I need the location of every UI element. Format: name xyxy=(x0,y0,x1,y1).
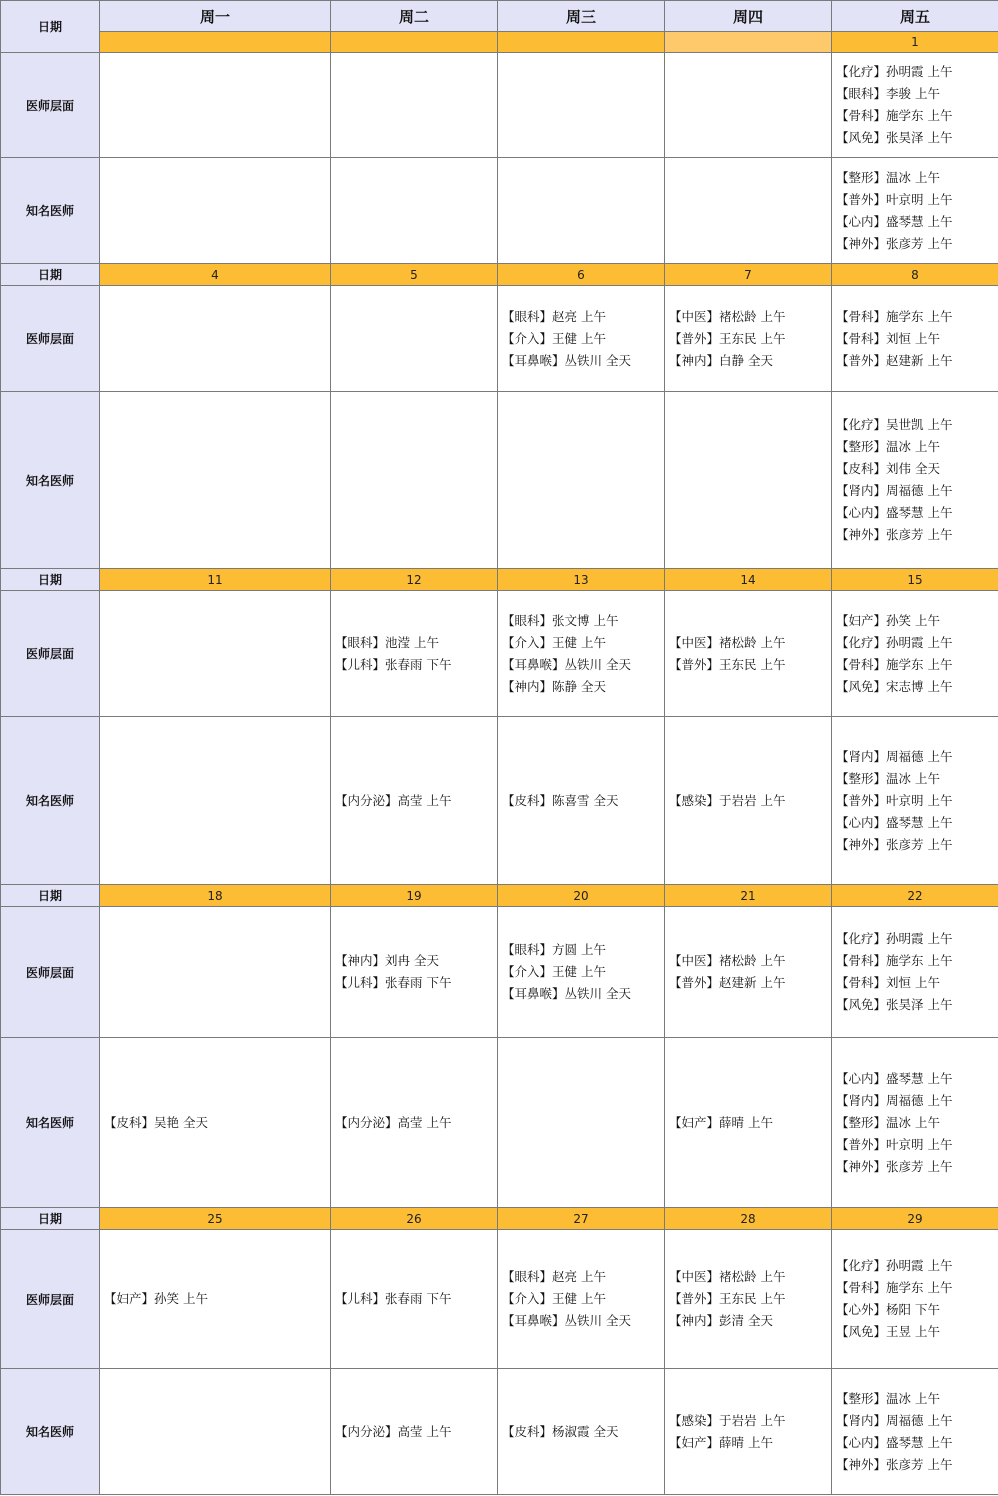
date-cell: 13 xyxy=(498,569,665,591)
doctor-entry: 【神外】张彦芳 上午 xyxy=(836,1158,953,1174)
doctor-entry: 【儿科】张春雨 下午 xyxy=(335,975,452,990)
doctor-entry: 【神内】刘冉 全天 xyxy=(335,953,439,968)
schedule-cell xyxy=(100,1369,331,1495)
doctor-entry: 【皮科】刘伟 全天 xyxy=(836,461,940,476)
doctor-entry: 【整形】温冰 上午 xyxy=(836,439,940,454)
header-row xyxy=(1,1,998,32)
date-cell: 12 xyxy=(331,569,498,591)
doctor-entry: 【中医】褚松龄 上午 xyxy=(669,953,786,968)
doctor-entry: 【皮科】吴艳 全天 xyxy=(104,1114,208,1130)
doctor-entry: 【普外】叶京明 上午 xyxy=(836,792,953,808)
doctor-entry: 【化疗】孙明霞 上午 xyxy=(836,931,953,946)
schedule-cell xyxy=(665,158,832,264)
doctor-entry: 【心内】盛琴慧 上午 xyxy=(836,213,953,229)
schedule-cell xyxy=(832,53,998,158)
schedule-cell xyxy=(498,1230,665,1369)
schedule-cell xyxy=(498,392,665,569)
schedule-cell xyxy=(100,53,331,158)
schedule-cell xyxy=(331,53,498,158)
famous-row xyxy=(1,1038,998,1208)
doctor-entry: 【感染】于岩岩 上午 xyxy=(669,792,786,808)
date-cell: 11 xyxy=(100,569,331,591)
doctor-entry: 【神内】陈静 全天 xyxy=(502,678,606,694)
doctor-entry: 【耳鼻喉】丛铁川 全天 xyxy=(502,986,631,1001)
famous-row-label: 知名医师 xyxy=(1,1038,100,1208)
famous-row-label: 知名医师 xyxy=(1,717,100,885)
doctor-entry: 【肾内】周福德 上午 xyxy=(836,1092,953,1108)
schedule-cell xyxy=(665,717,832,885)
schedule-cell xyxy=(331,158,498,264)
schedule-cell xyxy=(498,286,665,392)
doctor-entry: 【眼科】方圆 上午 xyxy=(502,942,606,957)
schedule-cell xyxy=(100,286,331,392)
schedule-cell xyxy=(832,286,998,392)
doctor-entry: 【眼科】李骏 上午 xyxy=(836,86,940,101)
doctor-entry: 【骨科】刘恒 上午 xyxy=(836,330,940,346)
date-row-label: 日期 xyxy=(1,1208,100,1230)
doctor-entry: 【中医】褚松龄 上午 xyxy=(669,1269,786,1284)
doctor-entry: 【神外】张彦芳 上午 xyxy=(836,527,953,542)
doctor-entry: 【化疗】孙明霞 上午 xyxy=(836,64,953,79)
schedule-cell xyxy=(100,1230,331,1369)
doctor-entry: 【风免】张昊泽 上午 xyxy=(836,997,953,1012)
date-row-label: 日期 xyxy=(1,569,100,591)
famous-row-label: 知名医师 xyxy=(1,1369,100,1495)
date-cell: 8 xyxy=(832,264,998,286)
doctor-entry: 【骨科】施学东 上午 xyxy=(836,108,953,123)
doctor-entry: 【整形】温冰 上午 xyxy=(836,169,940,185)
day-header-tue: 周二 xyxy=(331,1,498,32)
date-cell: 20 xyxy=(498,885,665,907)
famous-row xyxy=(1,1369,998,1495)
date-cell: 25 xyxy=(100,1208,331,1230)
doctor-entry: 【骨科】施学东 上午 xyxy=(836,656,953,672)
schedule-cell xyxy=(832,1230,998,1369)
level-row-label: 医师层面 xyxy=(1,286,100,392)
schedule-cell xyxy=(832,1369,998,1495)
date-row xyxy=(1,264,998,286)
doctor-entry: 【普外】王东民 上午 xyxy=(669,330,786,346)
doctor-entry: 【介入】王健 上午 xyxy=(502,634,606,650)
schedule-cell xyxy=(832,907,998,1038)
doctor-entry: 【内分泌】高莹 上午 xyxy=(335,1423,452,1439)
schedule-cell xyxy=(665,591,832,717)
schedule-cell xyxy=(331,1369,498,1495)
famous-row-label: 知名医师 xyxy=(1,158,100,264)
doctor-entry: 【妇产】孙笑 上午 xyxy=(836,612,940,628)
schedule-cell xyxy=(498,158,665,264)
doctor-entry: 【化疗】吴世凯 上午 xyxy=(836,417,953,432)
schedule-cell xyxy=(832,717,998,885)
date-cell: 7 xyxy=(665,264,832,286)
date-row xyxy=(1,32,998,53)
doctor-entry: 【整形】温冰 上午 xyxy=(836,1114,940,1130)
doctor-entry: 【妇产】薛晴 上午 xyxy=(669,1114,773,1130)
date-cell: 4 xyxy=(100,264,331,286)
doctor-entry: 【内分泌】高莹 上午 xyxy=(335,1114,452,1130)
date-cell: 18 xyxy=(100,885,331,907)
schedule-cell xyxy=(100,907,331,1038)
schedule-cell xyxy=(331,1038,498,1208)
doctor-entry: 【神内】白静 全天 xyxy=(669,352,773,368)
date-cell: 26 xyxy=(331,1208,498,1230)
schedule-cell xyxy=(100,717,331,885)
level-row-label: 医师层面 xyxy=(1,53,100,158)
date-cell: 1 xyxy=(832,32,998,53)
doctor-entry: 【肾内】周福德 上午 xyxy=(836,483,953,498)
schedule-cell xyxy=(498,717,665,885)
doctor-entry: 【耳鼻喉】丛铁川 全天 xyxy=(502,1313,631,1328)
level-row-label: 医师层面 xyxy=(1,907,100,1038)
day-header-wed: 周三 xyxy=(498,1,665,32)
level-row xyxy=(1,591,998,717)
schedule-cell xyxy=(665,1038,832,1208)
schedule-cell xyxy=(665,53,832,158)
famous-row-label: 知名医师 xyxy=(1,392,100,569)
schedule-cell xyxy=(832,1038,998,1208)
doctor-entry: 【整形】温冰 上午 xyxy=(836,770,940,786)
level-row xyxy=(1,1230,998,1369)
date-row xyxy=(1,569,998,591)
famous-row xyxy=(1,717,998,885)
level-row-label: 医师层面 xyxy=(1,1230,100,1369)
doctor-entry: 【普外】赵建新 上午 xyxy=(669,975,786,990)
date-row-label: 日期 xyxy=(1,264,100,286)
doctor-entry: 【普外】叶京明 上午 xyxy=(836,191,953,207)
day-header-mon: 周一 xyxy=(100,1,331,32)
doctor-entry: 【儿科】张春雨 下午 xyxy=(335,656,452,672)
schedule-cell xyxy=(331,591,498,717)
schedule-cell xyxy=(498,907,665,1038)
date-row xyxy=(1,1208,998,1230)
schedule-cell xyxy=(832,158,998,264)
doctor-entry: 【妇产】薛晴 上午 xyxy=(669,1434,773,1450)
doctor-entry: 【普外】王东民 上午 xyxy=(669,656,786,672)
doctor-entry: 【神外】张彦芳 上午 xyxy=(836,836,953,852)
date-cell xyxy=(331,32,498,53)
date-cell: 5 xyxy=(331,264,498,286)
doctor-entry: 【普外】赵建新 上午 xyxy=(836,352,953,368)
schedule-cell xyxy=(100,591,331,717)
schedule-cell xyxy=(331,1230,498,1369)
doctor-entry: 【眼科】赵亮 上午 xyxy=(502,1269,606,1284)
date-cell: 28 xyxy=(665,1208,832,1230)
date-row-label: 日期 xyxy=(1,885,100,907)
date-header-label: 日期 xyxy=(1,1,100,53)
date-cell: 21 xyxy=(665,885,832,907)
schedule-cell xyxy=(498,591,665,717)
schedule-cell xyxy=(498,53,665,158)
doctor-entry: 【眼科】池滢 上午 xyxy=(335,634,439,650)
schedule-cell xyxy=(498,1038,665,1208)
doctor-entry: 【介入】王健 上午 xyxy=(502,1291,606,1306)
schedule-cell xyxy=(665,907,832,1038)
doctor-entry: 【神内】彭清 全天 xyxy=(669,1313,773,1328)
doctor-entry: 【儿科】张春雨 下午 xyxy=(335,1291,452,1306)
date-cell: 6 xyxy=(498,264,665,286)
doctor-entry: 【眼科】张文博 上午 xyxy=(502,612,619,628)
doctor-entry: 【骨科】施学东 上午 xyxy=(836,953,953,968)
doctor-entry: 【皮科】杨淑霞 全天 xyxy=(502,1423,619,1439)
doctor-entry: 【中医】褚松龄 上午 xyxy=(669,308,786,324)
doctor-entry: 【心内】盛琴慧 上午 xyxy=(836,1070,953,1086)
date-cell: 29 xyxy=(832,1208,998,1230)
doctor-entry: 【心内】盛琴慧 上午 xyxy=(836,505,953,520)
doctor-entry: 【中医】褚松龄 上午 xyxy=(669,634,786,650)
doctor-entry: 【普外】叶京明 上午 xyxy=(836,1136,953,1152)
date-cell: 27 xyxy=(498,1208,665,1230)
doctor-entry: 【整形】温冰 上午 xyxy=(836,1390,940,1406)
doctor-entry: 【心内】盛琴慧 上午 xyxy=(836,1434,953,1450)
schedule-cell xyxy=(832,591,998,717)
day-header-fri: 周五 xyxy=(832,1,998,32)
doctor-entry: 【风免】宋志博 上午 xyxy=(836,678,953,694)
doctor-entry: 【风免】张昊泽 上午 xyxy=(836,130,953,145)
doctor-entry: 【骨科】刘恒 上午 xyxy=(836,975,940,990)
doctor-entry: 【内分泌】高莹 上午 xyxy=(335,792,452,808)
famous-row xyxy=(1,158,998,264)
doctor-entry: 【皮科】陈喜雪 全天 xyxy=(502,792,619,808)
doctor-entry: 【肾内】周福德 上午 xyxy=(836,748,953,764)
doctor-entry: 【心内】盛琴慧 上午 xyxy=(836,814,953,830)
doctor-entry: 【普外】王东民 上午 xyxy=(669,1291,786,1306)
level-row xyxy=(1,286,998,392)
schedule-cell xyxy=(100,1038,331,1208)
level-row-label: 医师层面 xyxy=(1,591,100,717)
schedule-cell xyxy=(331,286,498,392)
schedule-cell xyxy=(100,158,331,264)
day-header-thu: 周四 xyxy=(665,1,832,32)
doctor-entry: 【骨科】施学东 上午 xyxy=(836,1280,953,1295)
date-cell: 19 xyxy=(331,885,498,907)
doctor-entry: 【神外】张彦芳 上午 xyxy=(836,235,953,251)
doctor-entry: 【神外】张彦芳 上午 xyxy=(836,1456,953,1472)
famous-row xyxy=(1,392,998,569)
date-cell xyxy=(100,32,331,53)
doctor-entry: 【化疗】孙明霞 上午 xyxy=(836,1258,953,1273)
schedule-cell xyxy=(665,286,832,392)
schedule-cell xyxy=(331,392,498,569)
doctor-entry: 【介入】王健 上午 xyxy=(502,964,606,979)
schedule-cell xyxy=(665,1369,832,1495)
doctor-entry: 【骨科】施学东 上午 xyxy=(836,308,953,324)
schedule-cell xyxy=(832,392,998,569)
date-cell xyxy=(665,32,832,53)
doctor-entry: 【心外】杨阳 下午 xyxy=(836,1302,940,1317)
schedule-cell xyxy=(665,392,832,569)
date-cell: 14 xyxy=(665,569,832,591)
doctor-entry: 【耳鼻喉】丛铁川 全天 xyxy=(502,656,631,672)
schedule-cell xyxy=(665,1230,832,1369)
date-cell xyxy=(498,32,665,53)
doctor-entry: 【眼科】赵亮 上午 xyxy=(502,308,606,324)
doctor-entry: 【感染】于岩岩 上午 xyxy=(669,1412,786,1428)
schedule-cell xyxy=(331,717,498,885)
doctor-entry: 【妇产】孙笑 上午 xyxy=(104,1291,208,1306)
doctor-entry: 【介入】王健 上午 xyxy=(502,330,606,346)
doctor-entry: 【化疗】孙明霞 上午 xyxy=(836,634,953,650)
schedule-cell xyxy=(331,907,498,1038)
date-cell: 22 xyxy=(832,885,998,907)
level-row xyxy=(1,907,998,1038)
doctor-entry: 【耳鼻喉】丛铁川 全天 xyxy=(502,352,631,368)
level-row xyxy=(1,53,998,158)
date-row xyxy=(1,885,998,907)
doctor-entry: 【肾内】周福德 上午 xyxy=(836,1412,953,1428)
doctor-entry: 【风免】王昱 上午 xyxy=(836,1324,940,1339)
schedule-cell xyxy=(498,1369,665,1495)
date-cell: 15 xyxy=(832,569,998,591)
schedule-cell xyxy=(100,392,331,569)
